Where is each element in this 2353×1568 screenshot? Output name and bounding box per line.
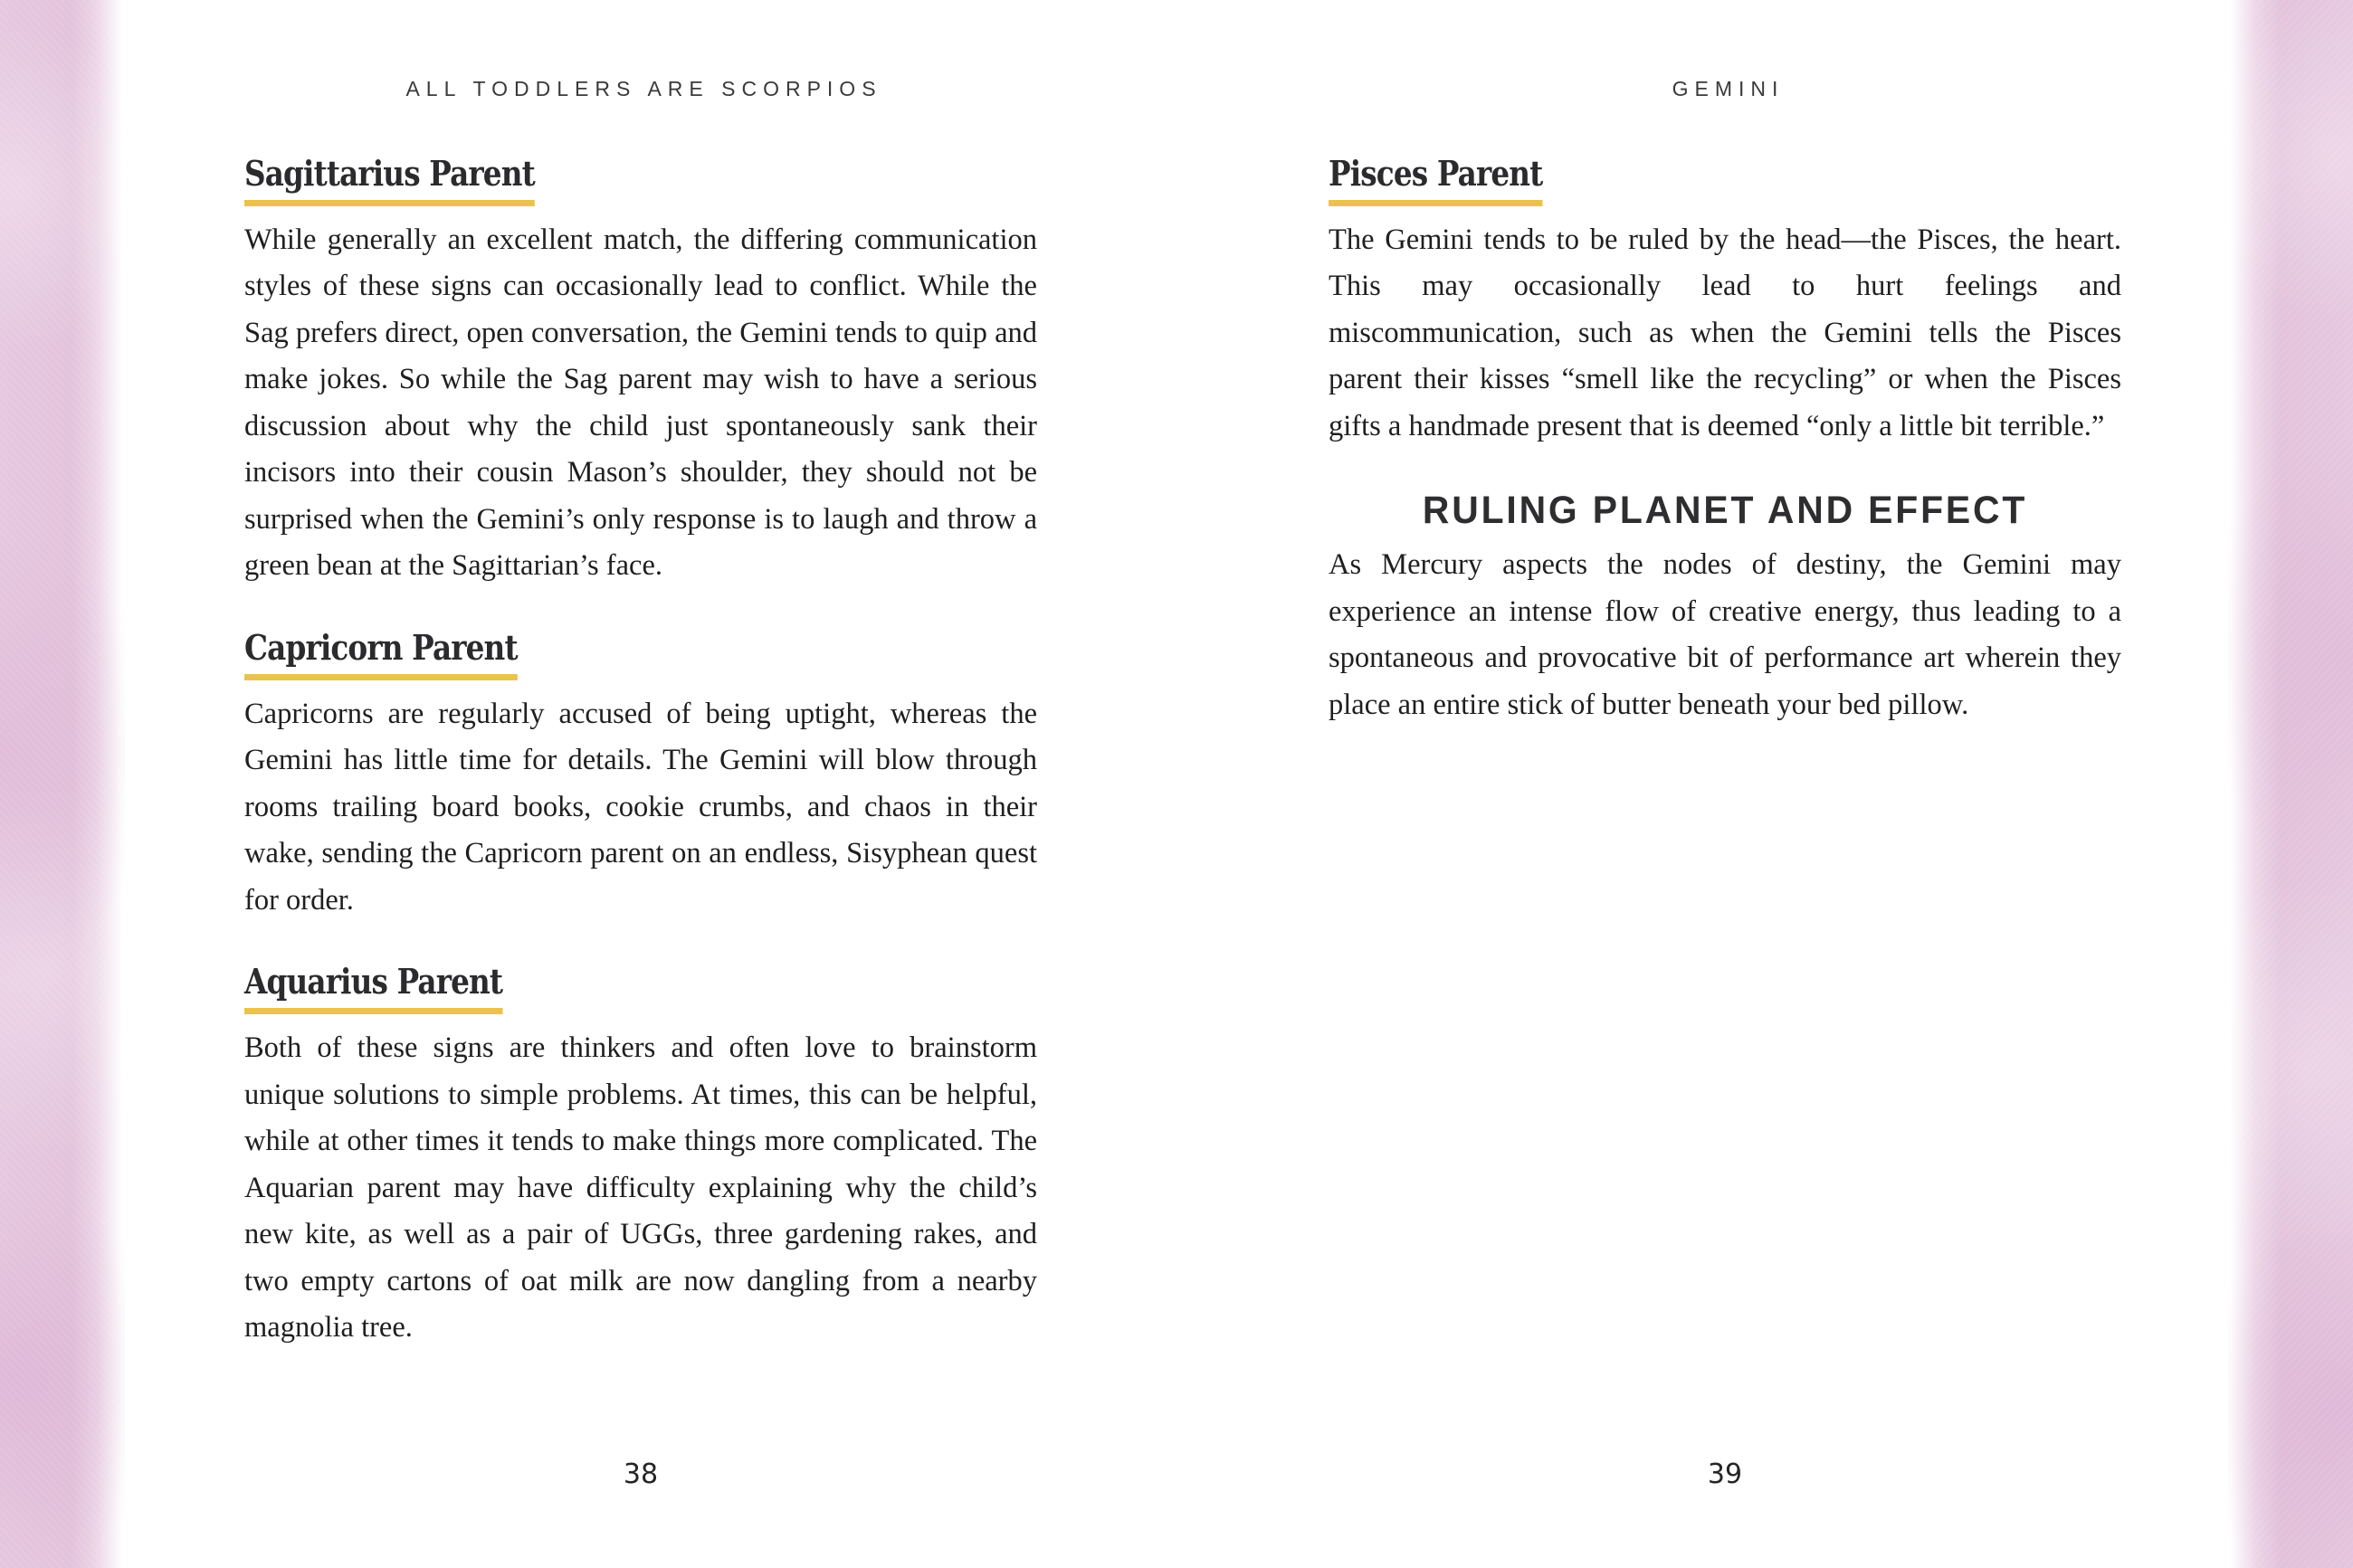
- body-paragraph-ruling-planet: As Mercury aspects the nodes of destiny, the Gemini may experience an intense flow of creative energy, thus leading to a spontaneous and provocative bit of performance art wherein they place an entire stick of butter beneath your bed pillow.: [1329, 548, 2121, 721]
- right-watercolor-border: [2228, 0, 2353, 1568]
- section-heading-capricorn-parent: Capricorn Parent: [244, 630, 518, 680]
- body-paragraph-sagittarius: While generally an excellent match, the differing communication styles of these signs can occasionally lead to conflict. While the Sag prefers direct, open conversation, the Gemini tends to quip and make jokes. So while the Sag parent may wish to have a serious discussion about why the child just spontaneously sank their incisors into their cousin Mason’s shoulder, they should not be surprised when the Gemini’s only response is to laugh and throw a green bean at the Sagittarian’s face.: [244, 223, 1037, 583]
- left-watercolor-border: [0, 0, 125, 1568]
- section-pisces-parent: [1329, 153, 2121, 450]
- section-heading-sagittarius-parent: Sagittarius Parent: [244, 156, 535, 206]
- section-ruling-planet: [1329, 489, 2121, 728]
- section-aquarius-parent: [244, 961, 1037, 1351]
- subheading-ruling-planet-and-effect: RULING PLANET AND EFFECT: [1422, 489, 2028, 533]
- body-paragraph-pisces: The Gemini tends to be ruled by the head—the Pisces, the heart. This may occasionally lead to hurt feelings and miscommunication, such as when the Gemini tells the Pisces parent their kisses “smell like the recycling” or when the Pisces gifts a handmade present that is deemed “only a little bit terrible.”: [1329, 223, 2121, 442]
- page-number-right: 39: [1707, 1459, 1743, 1490]
- running-head-chapter-title: GEMINI: [1672, 77, 1785, 100]
- section-heading-aquarius-parent: Aquarius Parent: [244, 964, 502, 1014]
- section-sagittarius-parent: [244, 153, 1037, 590]
- left-page-column: [244, 76, 1037, 1352]
- section-heading-pisces-parent: Pisces Parent: [1329, 156, 1542, 206]
- section-capricorn-parent: [244, 626, 1037, 924]
- running-head-book-title: ALL TODDLERS ARE SCORPIOS: [405, 77, 882, 100]
- body-paragraph-capricorn: Capricorns are regularly accused of being uptight, whereas the Gemini has little time for details. The Gemini will blow through rooms trailing board books, cookie crumbs, and chaos in their wake, sending the Capricorn parent on an endless, Sisyphean quest for order.: [244, 697, 1037, 917]
- page-number-left: 38: [623, 1459, 659, 1490]
- right-page-column: [1329, 76, 2121, 728]
- body-paragraph-aquarius: Both of these signs are thinkers and often love to brainstorm unique solutions to simple problems. At times, this can be helpful, while at other times it tends to make things more complicated. The Aquarian parent may have difficulty explaining why the child’s new kite, as well as a pair of UGGs, three gardening rakes, and two empty cartons of oat milk are now dangling from a nearby magnolia tree.: [244, 1031, 1037, 1345]
